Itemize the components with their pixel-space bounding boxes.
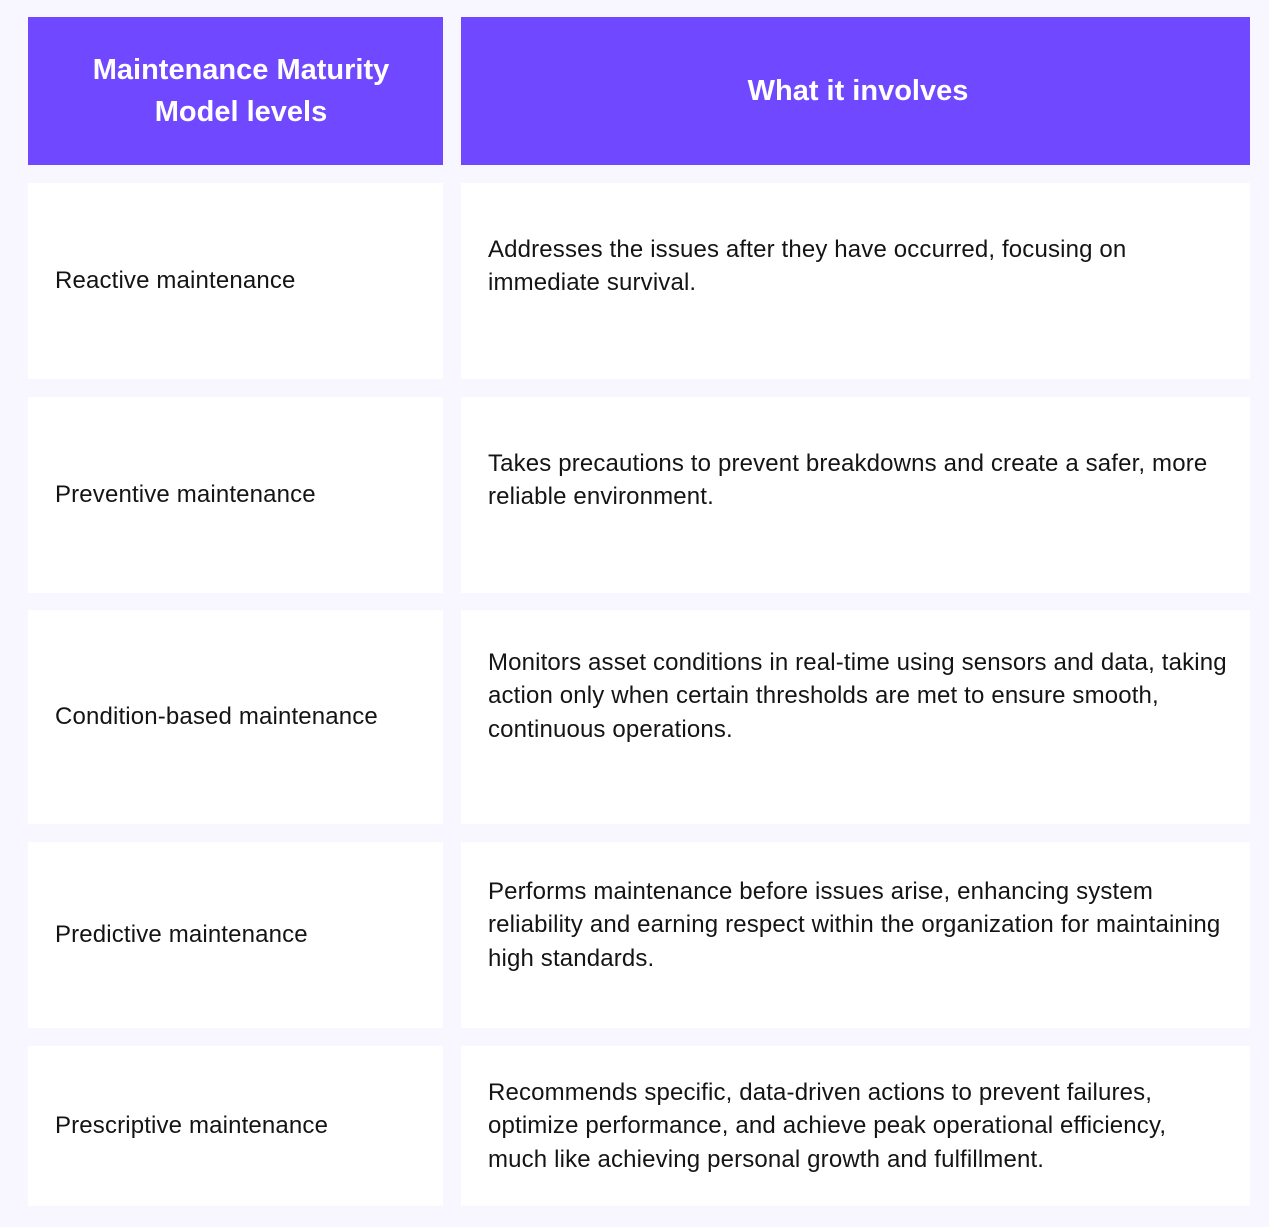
row-3-description: Monitors asset conditions in real-time using sensors and data, taking action only when certain thresholds are met to ensure smooth, continuous operations. (461, 610, 1250, 824)
header-involves: What it involves (461, 17, 1250, 165)
row-1-level: Reactive maintenance (28, 183, 443, 379)
row-1-description: Addresses the issues after they have occurred, focusing on immediate survival. (461, 183, 1250, 379)
row-3-level: Condition-based maintenance (28, 610, 443, 824)
row-4-description: Performs maintenance before issues arise, enhancing system reliability and earning respect within the organization for maintaining high standards. (461, 842, 1250, 1028)
row-5-level: Prescriptive maintenance (28, 1046, 443, 1206)
row-2-description: Takes precautions to prevent breakdowns and create a safer, more reliable environment. (461, 397, 1250, 593)
row-4-level: Predictive maintenance (28, 842, 443, 1028)
row-5-description: Recommends specific, data-driven actions to prevent failures, optimize performance, and achieve peak operational efficiency, much like achieving personal growth and fulfillment. (461, 1046, 1250, 1206)
header-levels: Maintenance Maturity Model levels (28, 17, 443, 165)
row-2-level: Preventive maintenance (28, 397, 443, 593)
